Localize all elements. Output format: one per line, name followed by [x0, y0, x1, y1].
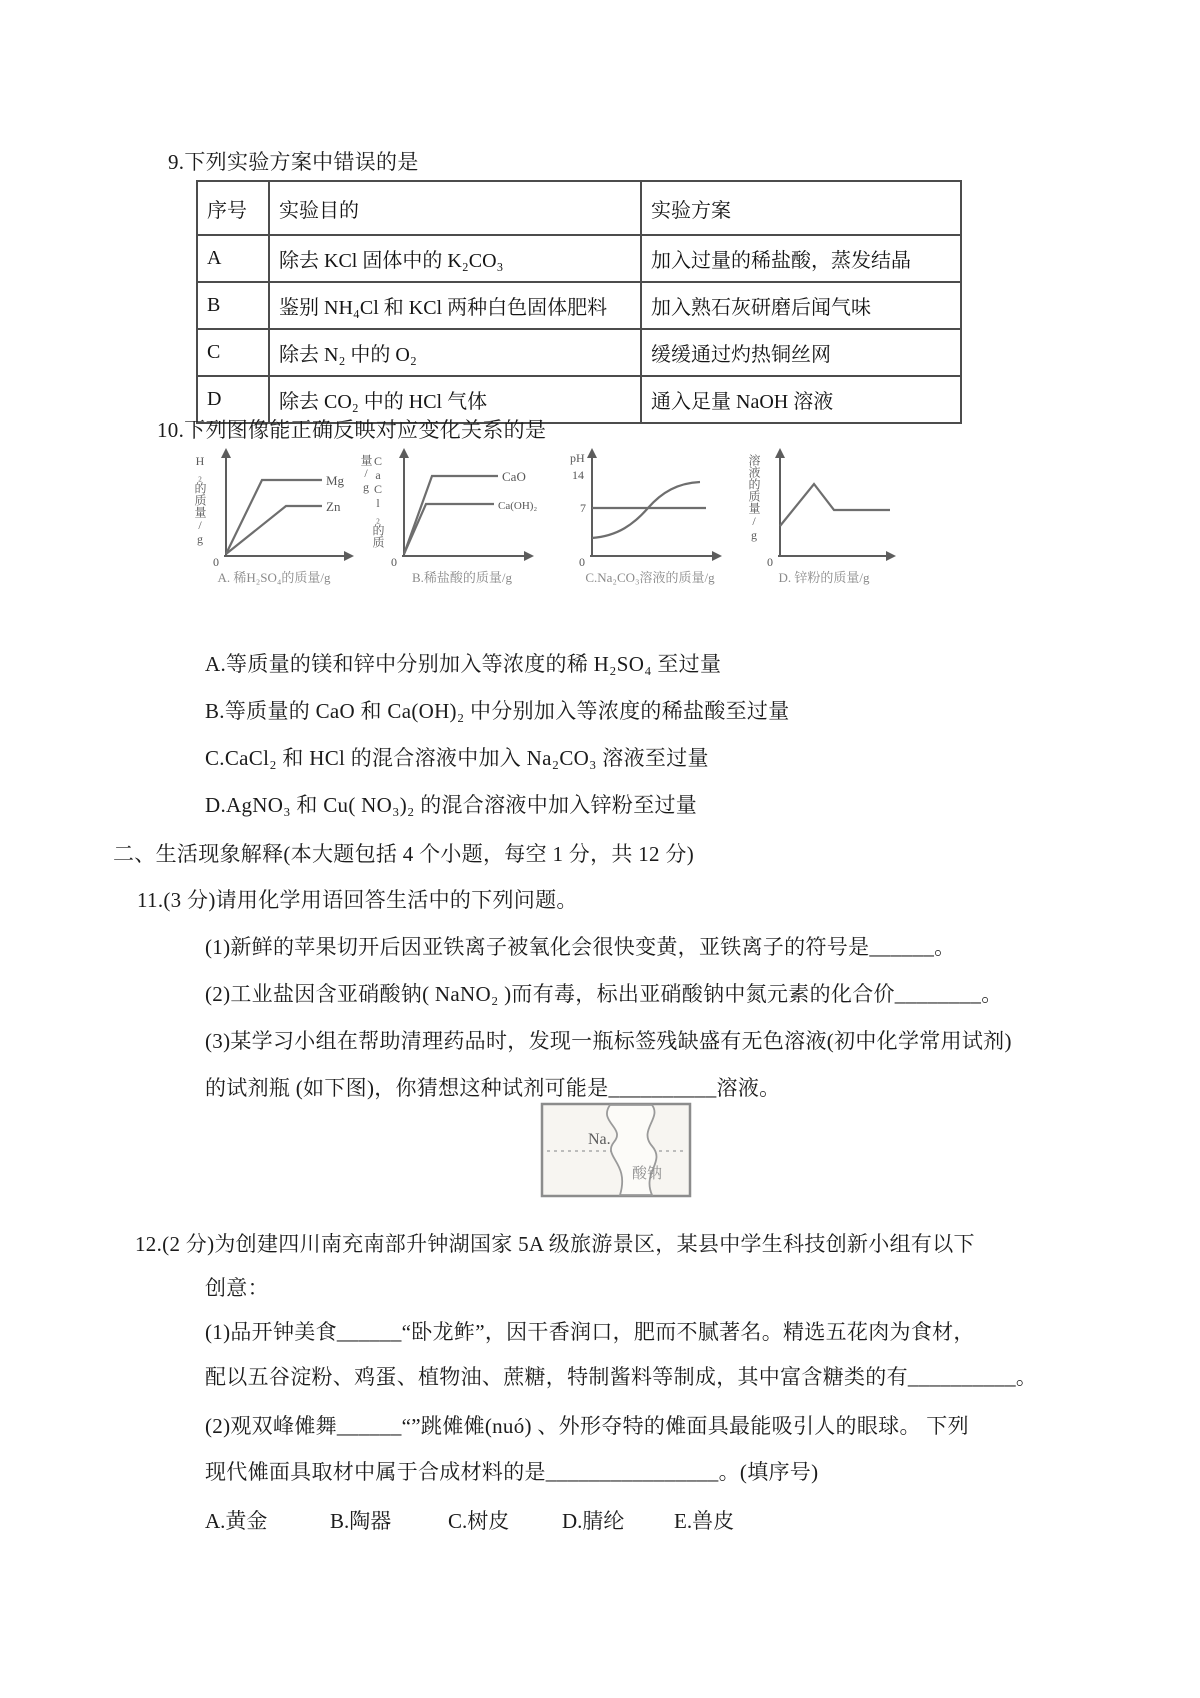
- series-caoh2-line: [404, 504, 494, 554]
- table-row: [197, 282, 961, 329]
- q10-option-b: B.等质量的 CaO 和 Ca(OH)₂ 中分别加入等浓度的稀盐酸至过量: [205, 699, 790, 723]
- section-2-title: 二、生活现象解释(本大题包括 4 个小题，每空 1 分，共 12 分): [113, 842, 694, 866]
- origin-label: 0: [767, 555, 773, 569]
- graph-c-caption: C.Na₂CO₃溶液的质量/g: [585, 570, 715, 585]
- graph-d: [744, 446, 904, 586]
- origin-label: 0: [579, 555, 585, 569]
- cell-purpose: 鉴别 NH₄Cl 和 KCl 两种白色固体肥料: [269, 282, 641, 329]
- q9-stem: 9.下列实验方案中错误的是: [168, 150, 419, 174]
- q10-option-a: A.等质量的镁和锌中分别加入等浓度的稀 H₂SO₄ 至过量: [205, 652, 722, 676]
- q12-stem-line-2: 创意：: [205, 1276, 269, 1300]
- label-text-partial: 酸钠: [632, 1166, 663, 1182]
- graph-a-caption: A. 稀H₂SO₄的质量/g: [217, 570, 331, 585]
- series-cao-line: [404, 476, 498, 554]
- graph-b-caption: B.稀盐酸的质量/g: [411, 570, 513, 585]
- cell-plan: 加入过量的稀盐酸，蒸发结晶: [641, 235, 961, 282]
- q12-choice-d: D.腈纶: [562, 1509, 625, 1533]
- graph-c-plot: [566, 446, 734, 570]
- q11-part-1: (1)新鲜的苹果切开后因亚铁离子被氧化会很快变黄，亚铁离子的符号是______。: [205, 935, 956, 959]
- graph-b: [359, 446, 556, 586]
- series-label: Ca(OH)₂: [498, 500, 538, 512]
- q12-choice-e: E.兽皮: [674, 1509, 735, 1533]
- origin-label: 0: [213, 555, 219, 569]
- cell-purpose: 除去 CO₂ 中的 HCl 气体: [269, 376, 641, 423]
- cell-purpose: 除去 KCl 固体中的 K₂CO₃: [269, 235, 641, 282]
- tick-14: 14: [572, 468, 584, 482]
- col-header-index: 序号: [197, 181, 269, 235]
- graph-a-plot: [206, 446, 358, 570]
- q12-part-1-line-1: (1)品开钟美食______“卧龙鲊”，因干香润口，肥而不腻著名。精选五花肉为食材，: [205, 1320, 975, 1344]
- cell-index: D: [197, 376, 269, 423]
- q9-table: [196, 180, 962, 424]
- cell-plan: 缓缓通过灼热铜丝网: [641, 329, 961, 376]
- cell-plan: 通入足量 NaOH 溶液: [641, 376, 961, 423]
- q11-part-3-line-1: (3)某学习小组在帮助清理药品时，发现一瓶标签残缺盛有无色溶液(初中化学常用试剂): [205, 1029, 1012, 1053]
- q12-choice-b: B.陶器: [330, 1509, 392, 1533]
- series-label: Zn: [326, 499, 341, 514]
- q10-stem: 10.下列图像能正确反映对应变化关系的是: [157, 418, 547, 442]
- origin-label: 0: [391, 555, 397, 569]
- series-label: Mg: [326, 473, 345, 488]
- q12-part-2-line-1: (2)观双峰傩舞______“”跳傩傩(nuó) 、外形夺特的傩面具最能吸引人的眼球。 下列: [205, 1414, 969, 1438]
- graph-d-plot: [760, 446, 904, 570]
- q12-choice-c: C.树皮: [448, 1509, 510, 1533]
- cell-index: B: [197, 282, 269, 329]
- graph-b-ylabel: CaCl₂的质量/g: [359, 454, 385, 548]
- q11-stem: 11.(3 分)请用化学用语回答生活中的下列问题。: [137, 888, 578, 912]
- q12-part-1-line-2: 配以五谷淀粉、鸡蛋、植物油、蔗糖，特制酱料等制成，其中富含糖类的有__________。: [205, 1365, 1038, 1389]
- solution-mass-curve: [780, 484, 890, 526]
- graph-d-caption: D. 锌粉的质量/g: [778, 570, 870, 585]
- q12-stem-line-1: 12.(2 分)为创建四川南充南部升钟湖国家 5A 级旅游景区，某县中学生科技创新小组有以下: [135, 1232, 975, 1256]
- q11-part-2: (2)工业盐因含亚硝酸钠( NaNO₂ )而有毒，标出亚硝酸钠中氮元素的化合价________。: [205, 982, 1003, 1006]
- graph-d-ylabel: 溶液的质量/g: [747, 454, 761, 542]
- label-text-na: Na.: [588, 1131, 611, 1148]
- q11-part-3-line-2: 的试剂瓶 (如下图)，你猜想这种试剂可能是__________溶液。: [205, 1076, 781, 1100]
- ph-curve: [592, 482, 700, 538]
- series-zn-line: [226, 506, 322, 554]
- cell-index: A: [197, 235, 269, 282]
- tick-7: 7: [580, 501, 586, 515]
- q10-option-d: D.AgNO₃ 和 Cu( NO₃)₂ 的混合溶液中加入锌粉至过量: [205, 793, 698, 817]
- table-row: [197, 235, 961, 282]
- q12-choice-a: A.黄金: [205, 1509, 268, 1533]
- graph-a: [190, 446, 358, 586]
- y-axis-title: pH: [570, 451, 585, 465]
- axes: [775, 448, 896, 561]
- series-label: CaO: [502, 469, 526, 484]
- graph-a-ylabel: H₂的质量/g: [193, 454, 207, 546]
- axes: [587, 448, 722, 561]
- table-row: [197, 329, 961, 376]
- q10-graphs: [190, 446, 914, 586]
- cell-index: C: [197, 329, 269, 376]
- col-header-plan: 实验方案: [641, 181, 961, 235]
- reagent-label-image: [540, 1102, 692, 1198]
- graph-b-plot: [384, 446, 556, 570]
- graph-c: [566, 446, 734, 586]
- col-header-purpose: 实验目的: [269, 181, 641, 235]
- cell-plan: 加入熟石灰研磨后闻气味: [641, 282, 961, 329]
- table-header-row: [197, 181, 961, 235]
- cell-purpose: 除去 N₂ 中的 O₂: [269, 329, 641, 376]
- q10-option-c: C.CaCl₂ 和 HCl 的混合溶液中加入 Na₂CO₃ 溶液至过量: [205, 746, 709, 770]
- q12-part-2-line-2: 现代傩面具取材中属于合成材料的是________________。(填序号): [205, 1460, 819, 1484]
